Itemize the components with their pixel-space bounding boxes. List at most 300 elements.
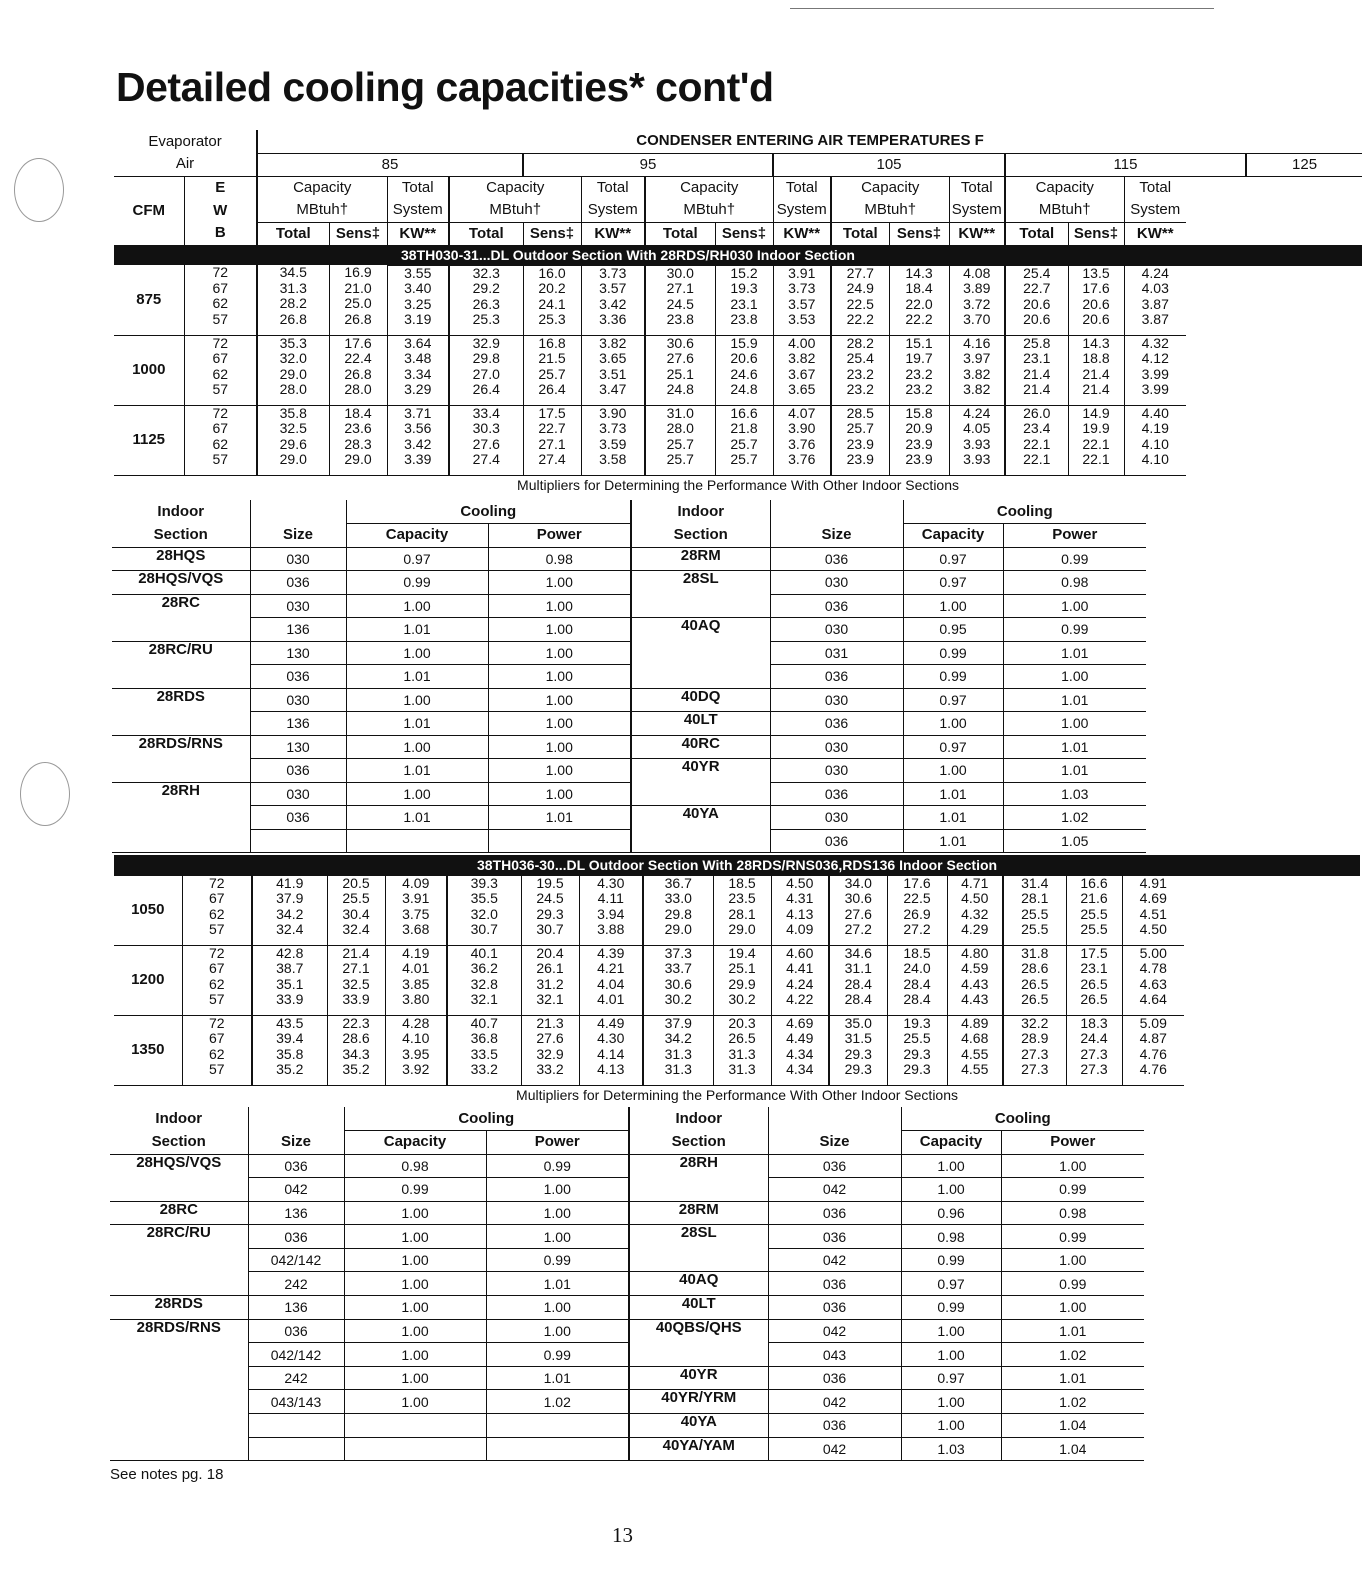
size-value: 036 (250, 665, 346, 689)
perf-value: 22.1 (1023, 451, 1051, 468)
perf-value: 4.68 (961, 1030, 989, 1047)
perf-value: 24.5 (536, 890, 564, 907)
perf-value: 3.93 (963, 435, 991, 452)
size-value: 036 (248, 1225, 344, 1249)
perf-column (257, 405, 329, 475)
perf-value: 29.0 (344, 451, 372, 468)
kw-col-header: KW** (581, 222, 645, 245)
perf-value: 26.9 (903, 905, 931, 922)
perf-value: 31.1 (844, 960, 872, 977)
perf-value: 28.3 (344, 435, 372, 452)
capacity-multiplier: 0.97 (901, 1272, 1001, 1296)
power-multiplier: 1.00 (486, 1296, 629, 1320)
perf-value: 25.3 (538, 311, 566, 328)
capacity-multiplier: 0.98 (901, 1225, 1001, 1249)
perf-value: 3.56 (404, 420, 432, 437)
size-label: Size (248, 1131, 344, 1155)
perf-value: 3.40 (404, 280, 432, 297)
indoor-section-name: 40YA (629, 1414, 768, 1438)
perf-value: 25.1 (728, 960, 756, 977)
size-value: 136 (248, 1201, 344, 1225)
perf-column (523, 405, 581, 475)
perf-value: 26.5 (1080, 975, 1108, 992)
size-value: 042 (768, 1437, 901, 1461)
indoor-section-name: 28RDS (110, 1296, 248, 1320)
perf-value: 27.6 (536, 1030, 564, 1047)
capacity-multiplier: 0.96 (901, 1201, 1001, 1225)
perf-value: 30.0 (666, 264, 694, 281)
perf-column (1066, 1015, 1122, 1085)
perf-value: 3.48 (404, 350, 432, 367)
perf-value: 4.28 (402, 1014, 430, 1031)
perf-value: 25.1 (666, 365, 694, 382)
power-multiplier: 1.02 (486, 1390, 629, 1414)
top-rule (790, 8, 1214, 9)
size-value: 036 (770, 665, 903, 689)
perf-value: 37.9 (664, 1014, 692, 1031)
perf-value: 38.7 (276, 960, 304, 977)
cfm-value: 1050 (114, 875, 182, 945)
power-multiplier: 1.02 (1003, 806, 1146, 830)
page-title: Detailed cooling capacities* cont'd (116, 64, 774, 110)
perf-value: 30.6 (844, 890, 872, 907)
capacity-multiplier: 1.00 (346, 782, 488, 806)
perf-value: 3.72 (963, 295, 991, 312)
indoor-section-name: 40YR/YRM (629, 1390, 768, 1414)
perf-value: 3.82 (599, 334, 627, 351)
perf-column (1005, 335, 1068, 405)
perf-value: 33.9 (342, 991, 370, 1008)
size-value: 136 (250, 618, 346, 642)
perf-value: 34.3 (342, 1045, 370, 1062)
perf-value: 3.67 (788, 365, 816, 382)
perf-value: 39.3 (470, 874, 498, 891)
perf-column (1068, 265, 1124, 335)
perf-value: 4.76 (1139, 1045, 1167, 1062)
indoor-section-name: 28RDS (156, 687, 205, 705)
ewb-value: 67 (212, 279, 229, 296)
perf-value: 27.7 (846, 264, 874, 281)
perf-value: 3.47 (599, 381, 627, 398)
perf-value: 30.7 (536, 921, 564, 938)
perf-value: 26.8 (344, 365, 372, 382)
perf-value: 25.8 (1023, 334, 1051, 351)
ewb-value: 62 (212, 365, 229, 382)
perf-value: 3.64 (404, 334, 432, 351)
perf-value: 22.1 (1082, 451, 1110, 468)
multiplier-table-38th030 (112, 500, 1285, 853)
binder-hole-icon (14, 158, 64, 222)
size-value: 030 (250, 594, 346, 618)
capacity-multiplier (344, 1414, 486, 1438)
perf-value: 33.5 (470, 1045, 498, 1062)
performance-table-38th030 (114, 130, 1362, 495)
power-multiplier: 0.99 (486, 1154, 629, 1178)
perf-value: 22.1 (1082, 435, 1110, 452)
perf-value: 28.2 (279, 295, 307, 312)
perf-value: 3.90 (599, 404, 627, 421)
perf-value: 26.4 (472, 381, 500, 398)
perf-value: 24.8 (666, 381, 694, 398)
size-value: 030 (770, 688, 903, 712)
perf-value: 35.0 (844, 1014, 872, 1031)
sens-col-header: Sens‡ (889, 222, 949, 245)
power-multiplier: 1.00 (488, 712, 631, 736)
indoor-section-name: 40YA/YAM (629, 1437, 768, 1461)
performance-table-38th036 (114, 855, 1360, 1105)
perf-value: 28.0 (344, 381, 372, 398)
perf-value: 29.3 (536, 905, 564, 922)
power-multiplier: 0.98 (1001, 1201, 1144, 1225)
power-multiplier: 1.01 (1001, 1319, 1144, 1343)
ewb-value: 57 (212, 310, 229, 327)
perf-value: 32.4 (276, 921, 304, 938)
perf-column (447, 945, 521, 1015)
multiplier-table-38th036 (110, 1107, 1283, 1461)
capacity-multiplier: 1.00 (344, 1201, 486, 1225)
size-value: 242 (248, 1272, 344, 1296)
condenser-temp-header: CONDENSER ENTERING AIR TEMPERATURES F (257, 130, 1362, 153)
power-multiplier: 1.00 (488, 735, 631, 759)
perf-value: 4.31 (786, 890, 814, 907)
temp-105-header: 105 (773, 153, 1005, 176)
perf-value: 36.2 (470, 960, 498, 977)
indoor-section-name (629, 1248, 768, 1272)
perf-column (523, 265, 581, 335)
indoor-section-name: 28RC (161, 593, 200, 611)
size-value: 036 (770, 829, 903, 853)
size-value: 042 (768, 1390, 901, 1414)
perf-value: 5.09 (1139, 1014, 1167, 1031)
perf-value: 35.2 (342, 1061, 370, 1078)
perf-value: 18.8 (1082, 350, 1110, 367)
perf-value: 16.6 (730, 404, 758, 421)
perf-value: 4.13 (597, 1061, 625, 1078)
perf-value: 24.5 (666, 295, 694, 312)
perf-value: 4.03 (1141, 280, 1169, 297)
perf-column (645, 335, 715, 405)
sens-col-header: Sens‡ (1068, 222, 1124, 245)
perf-value: 4.12 (1141, 350, 1169, 367)
perf-value: 27.3 (1021, 1061, 1049, 1078)
perf-value: 32.1 (470, 991, 498, 1008)
capacity-multiplier: 1.00 (903, 759, 1003, 783)
power-multiplier: 1.00 (488, 594, 631, 618)
perf-value: 4.78 (1139, 960, 1167, 977)
indoor-section-name (110, 1178, 248, 1202)
capacity-multiplier: 1.00 (901, 1343, 1001, 1367)
perf-column (949, 265, 1005, 335)
ewb-value: 67 (212, 350, 229, 367)
perf-value: 29.0 (279, 365, 307, 382)
ewb-value: 67 (208, 890, 225, 907)
capacity-multiplier: 0.99 (903, 665, 1003, 689)
capacity-header: Capacity (1005, 176, 1124, 199)
perf-value: 22.7 (1023, 280, 1051, 297)
perf-value: 22.2 (846, 311, 874, 328)
total-col-header: Total (645, 222, 715, 245)
perf-column (1068, 405, 1124, 475)
perf-value: 3.25 (404, 295, 432, 312)
perf-value: 33.2 (536, 1061, 564, 1078)
perf-value: 25.5 (903, 1030, 931, 1047)
ewb-value: 67 (212, 420, 229, 437)
perf-column (773, 265, 831, 335)
perf-value: 42.8 (276, 944, 304, 961)
perf-column (829, 945, 887, 1015)
perf-column (887, 875, 947, 945)
perf-value: 28.9 (1021, 1030, 1049, 1047)
perf-column (449, 335, 523, 405)
perf-column (252, 1015, 327, 1085)
section-label: Section (629, 1131, 768, 1155)
indoor-section-name (631, 829, 770, 853)
perf-value: 3.87 (1141, 295, 1169, 312)
perf-value: 3.99 (1141, 365, 1169, 382)
size-value: 043/143 (248, 1390, 344, 1414)
perf-column (257, 265, 329, 335)
perf-column (1122, 945, 1184, 1015)
size-value: 136 (250, 712, 346, 736)
perf-value: 16.9 (344, 264, 372, 280)
ewb-value: 57 (208, 1061, 225, 1078)
blank-cell (248, 1107, 344, 1131)
perf-value: 35.3 (279, 334, 307, 351)
perf-value: 4.39 (597, 944, 625, 961)
perf-value: 28.4 (903, 991, 931, 1008)
perf-value: 30.7 (470, 921, 498, 938)
size-value: 030 (250, 547, 346, 571)
perf-column (387, 405, 449, 475)
temp-115-header: 115 (1005, 153, 1246, 176)
perf-value: 4.16 (963, 334, 991, 351)
size-value: 242 (248, 1366, 344, 1390)
perf-value: 17.5 (1080, 944, 1108, 961)
power-multiplier: 1.01 (1003, 641, 1146, 665)
total-system-header: Total (949, 176, 1005, 199)
size-value: 036 (768, 1366, 901, 1390)
perf-value: 28.1 (1021, 890, 1049, 907)
perf-value: 36.7 (664, 874, 692, 891)
indoor-section-name: 28RC/RU (146, 1224, 211, 1242)
perf-value: 33.0 (664, 890, 692, 907)
kw-col-header: KW** (949, 222, 1005, 245)
power-multiplier: 1.00 (1003, 712, 1146, 736)
perf-column (1124, 405, 1186, 475)
perf-value: 25.5 (1021, 905, 1049, 922)
perf-value: 3.82 (963, 365, 991, 382)
indoor-section-name: 28RDS/RNS (136, 1318, 221, 1336)
size-value: 030 (770, 571, 903, 595)
perf-value: 15.2 (730, 264, 758, 281)
perf-value: 3.73 (599, 420, 627, 437)
perf-value: 27.2 (844, 921, 872, 938)
system-header: System (387, 199, 449, 222)
perf-value: 23.2 (846, 365, 874, 382)
ewb-w: W (184, 199, 257, 222)
blank-cell (250, 500, 346, 524)
perf-column (773, 405, 831, 475)
power-multiplier: 1.03 (1003, 782, 1146, 806)
indoor-section-name (112, 829, 250, 853)
perf-value: 29.9 (728, 975, 756, 992)
size-value: 130 (250, 641, 346, 665)
perf-value: 3.42 (599, 295, 627, 312)
perf-value: 4.89 (961, 1014, 989, 1031)
perf-value: 26.8 (279, 310, 307, 327)
perf-column (329, 265, 387, 335)
ewb-value: 72 (212, 264, 229, 280)
power-multiplier: 0.98 (488, 547, 631, 571)
indoor-section-name (631, 782, 770, 806)
perf-column (1124, 265, 1186, 335)
power-multiplier: 1.04 (1001, 1437, 1144, 1461)
perf-value: 35.1 (276, 975, 304, 992)
perf-value: 3.75 (402, 905, 430, 922)
perf-value: 4.51 (1139, 905, 1167, 922)
capacity-multiplier: 1.01 (903, 782, 1003, 806)
capacity-label: Capacity (903, 524, 1003, 548)
perf-value: 35.8 (276, 1045, 304, 1062)
perf-column (773, 335, 831, 405)
power-multiplier: 1.00 (1001, 1154, 1144, 1178)
perf-value: 3.36 (599, 311, 627, 328)
perf-column (579, 875, 643, 945)
indoor-section-name (110, 1272, 248, 1296)
perf-value: 25.4 (846, 350, 874, 367)
perf-value: 23.4 (1023, 420, 1051, 437)
mbtuh-header: MBtuh† (1005, 199, 1124, 222)
indoor-section-name (112, 618, 250, 642)
perf-value: 3.76 (788, 451, 816, 468)
power-multiplier: 1.05 (1003, 829, 1146, 853)
perf-column (831, 405, 889, 475)
ewb-e: E (184, 176, 257, 199)
indoor-section-name: 28SL (631, 571, 770, 595)
perf-column (1066, 875, 1122, 945)
perf-value: 4.87 (1139, 1030, 1167, 1047)
perf-value: 18.5 (903, 944, 931, 961)
perf-value: 3.82 (788, 350, 816, 367)
perf-value: 3.94 (597, 905, 625, 922)
size-value: 036 (250, 806, 346, 830)
perf-value: 28.4 (903, 975, 931, 992)
power-multiplier: 1.00 (488, 665, 631, 689)
blank-cell (768, 1107, 901, 1131)
perf-value: 3.53 (788, 311, 816, 328)
perf-value: 32.8 (470, 975, 498, 992)
kw-col-header: KW** (773, 222, 831, 245)
total-col-header: Total (831, 222, 889, 245)
system-header: System (773, 199, 831, 222)
ewb-value: 57 (212, 381, 229, 398)
perf-value: 3.55 (404, 264, 432, 281)
power-multiplier: 1.01 (1003, 735, 1146, 759)
perf-value: 22.7 (538, 420, 566, 437)
indoor-section-name (629, 1343, 768, 1367)
perf-value: 24.1 (538, 295, 566, 312)
perf-column (645, 265, 715, 335)
perf-value: 30.4 (342, 905, 370, 922)
perf-value: 34.5 (279, 264, 307, 280)
perf-value: 4.59 (961, 960, 989, 977)
perf-value: 22.0 (905, 295, 933, 312)
perf-value: 29.0 (728, 921, 756, 938)
perf-value: 32.9 (536, 1045, 564, 1062)
power-multiplier: 1.01 (1003, 759, 1146, 783)
indoor-section-name: 28SL (629, 1225, 768, 1249)
perf-value: 3.76 (788, 435, 816, 452)
capacity-multiplier: 1.00 (346, 688, 488, 712)
power-multiplier: 1.00 (1003, 665, 1146, 689)
perf-value: 3.91 (402, 890, 430, 907)
perf-value: 16.6 (1080, 874, 1108, 891)
capacity-multiplier: 0.99 (901, 1296, 1001, 1320)
size-value: 030 (770, 618, 903, 642)
perf-value: 27.6 (844, 905, 872, 922)
perf-value: 31.3 (279, 279, 307, 296)
power-multiplier: 1.01 (1003, 688, 1146, 712)
indoor-label: Indoor (629, 1107, 768, 1131)
power-multiplier: 1.01 (486, 1366, 629, 1390)
indoor-section-name: 28RH (161, 781, 200, 799)
perf-value: 21.0 (344, 279, 372, 296)
perf-value: 4.41 (786, 960, 814, 977)
perf-column (329, 335, 387, 405)
temp-85-header: 85 (257, 153, 523, 176)
perf-value: 27.4 (472, 451, 500, 468)
perf-value: 17.6 (903, 874, 931, 891)
mbtuh-header: MBtuh† (449, 199, 581, 222)
perf-value: 4.55 (961, 1045, 989, 1062)
power-multiplier: 1.00 (488, 759, 631, 783)
capacity-multiplier: 0.95 (903, 618, 1003, 642)
perf-value: 18.3 (1080, 1014, 1108, 1031)
capacity-multiplier (344, 1437, 486, 1461)
power-multiplier: 1.01 (486, 1272, 629, 1296)
indoor-label: Indoor (631, 500, 770, 524)
perf-value: 21.4 (1023, 381, 1051, 398)
indoor-section-name (631, 665, 770, 689)
power-label: Power (1001, 1131, 1144, 1155)
perf-column (447, 1015, 521, 1085)
size-value: 030 (770, 759, 903, 783)
perf-column (327, 875, 385, 945)
size-value: 036 (770, 782, 903, 806)
perf-value: 26.1 (536, 960, 564, 977)
perf-value: 4.19 (402, 944, 430, 961)
perf-value: 4.07 (788, 404, 816, 421)
perf-value: 29.0 (279, 451, 307, 468)
perf-value: 30.3 (472, 420, 500, 437)
perf-column (889, 405, 949, 475)
perf-value: 4.04 (597, 975, 625, 992)
indoor-section-name: 28RC (110, 1201, 248, 1225)
perf-column (643, 945, 713, 1015)
perf-value: 4.30 (597, 1030, 625, 1047)
perf-value: 31.3 (728, 1061, 756, 1078)
perf-value: 27.1 (342, 960, 370, 977)
indoor-section-name: 40LT (631, 712, 770, 736)
perf-value: 31.3 (664, 1045, 692, 1062)
indoor-section-name: 28RC/RU (148, 640, 213, 658)
size-value: 043 (768, 1343, 901, 1367)
capacity-header: Capacity (257, 176, 387, 199)
total-col-header: Total (449, 222, 523, 245)
perf-column (1124, 335, 1186, 405)
capacity-multiplier: 1.00 (344, 1248, 486, 1272)
perf-value: 3.70 (963, 311, 991, 328)
